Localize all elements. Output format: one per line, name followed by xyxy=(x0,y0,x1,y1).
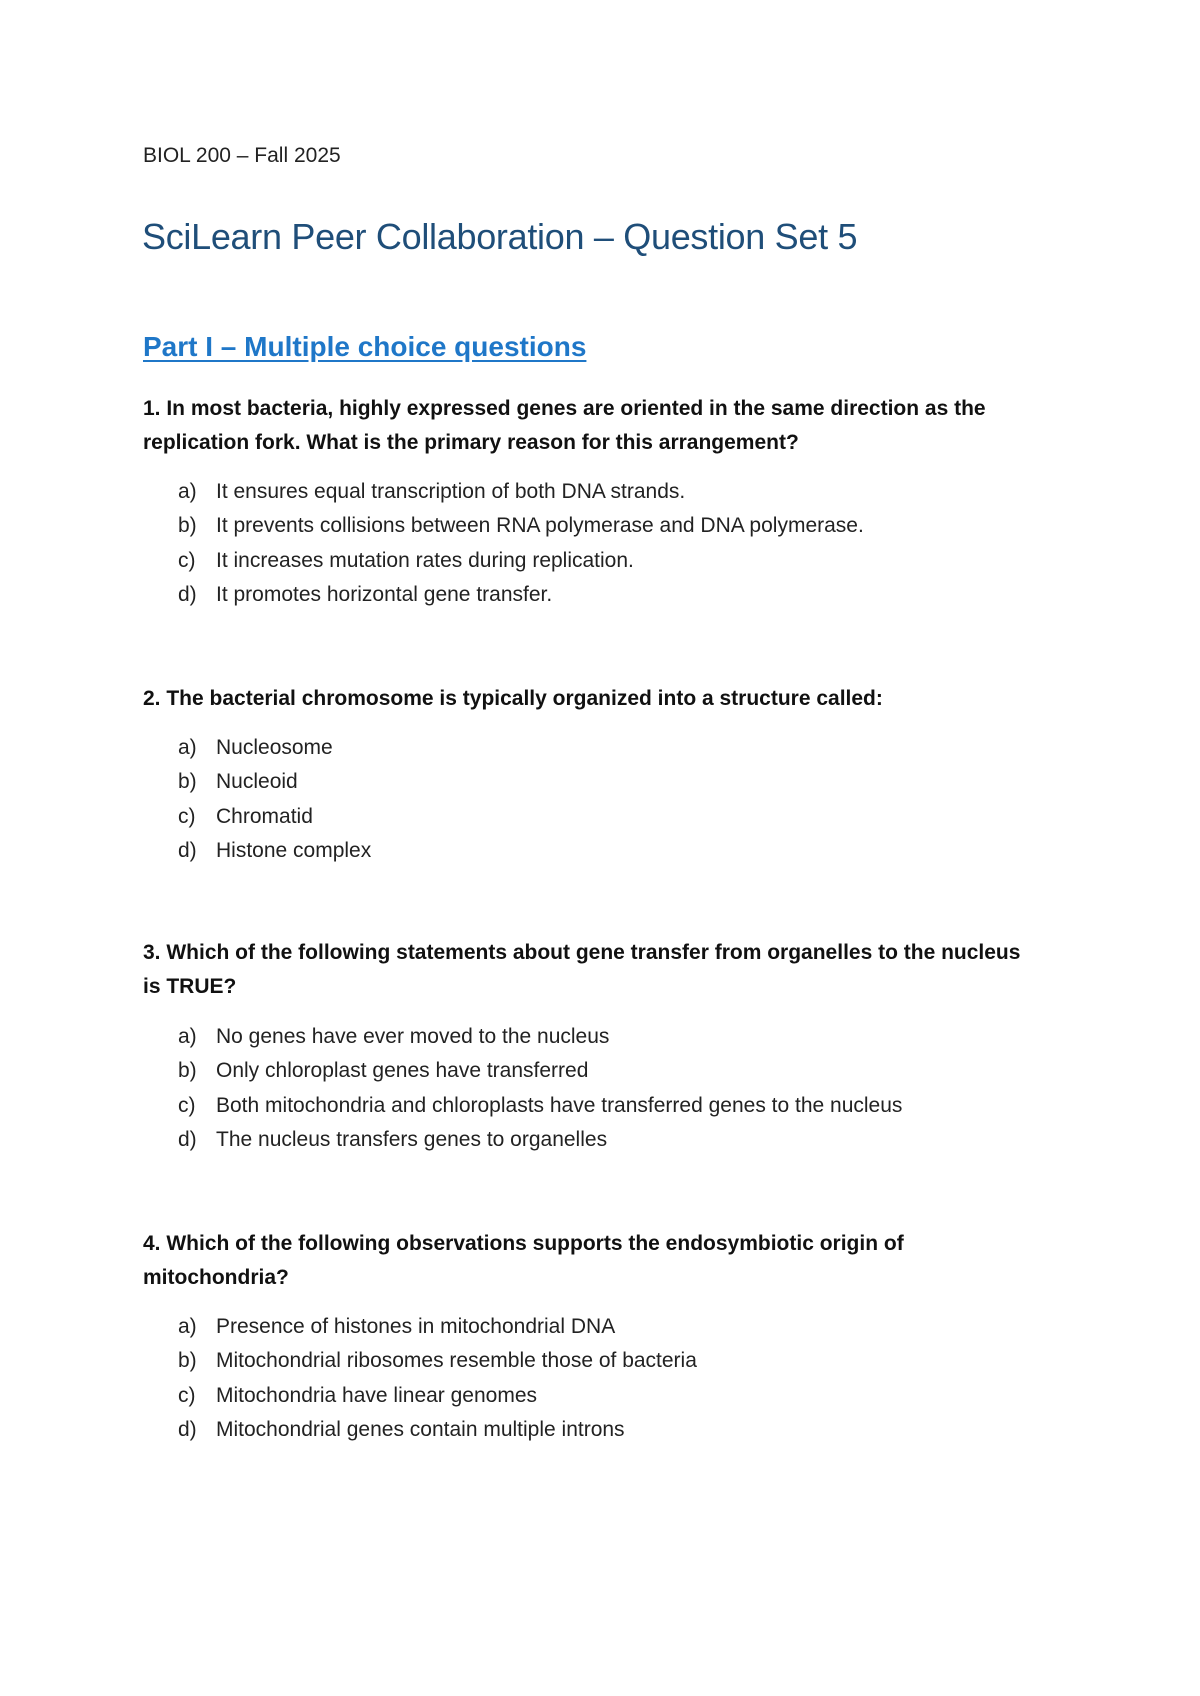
option-letter: d) xyxy=(178,838,197,862)
option-1b xyxy=(178,509,864,543)
option-text: Mitochondrial ribosomes resemble those of bacteria xyxy=(216,1349,697,1373)
option-4b xyxy=(178,1344,697,1378)
option-2c xyxy=(178,800,371,834)
option-letter: a) xyxy=(178,480,197,503)
course-label: BIOL 200 – Fall 2025 xyxy=(143,144,341,167)
option-3b xyxy=(178,1054,902,1088)
option-letter: a) xyxy=(178,1025,197,1048)
option-letter: b) xyxy=(178,770,197,794)
option-letter: d) xyxy=(178,1127,197,1151)
option-text: No genes have ever moved to the nucleus xyxy=(216,1025,610,1048)
option-letter: c) xyxy=(178,804,196,828)
option-text: Chromatid xyxy=(216,804,313,828)
option-text: It ensures equal transcription of both DNA strands. xyxy=(216,480,686,503)
option-text: Nucleoid xyxy=(216,770,298,794)
question-2: 2. The bacterial chromosome is typically organized into a structure called: xyxy=(143,687,883,710)
option-letter: d) xyxy=(178,1417,197,1441)
option-3a xyxy=(178,1020,902,1054)
option-text: The nucleus transfers genes to organelles xyxy=(216,1127,608,1151)
option-letter: b) xyxy=(178,1349,197,1373)
question-4-options xyxy=(178,1310,697,1447)
option-letter: d) xyxy=(178,582,197,606)
option-letter: a) xyxy=(178,736,197,759)
question-4: 4. Which of the following observations supports the endosymbiotic origin of mitochondria? xyxy=(143,1232,904,1289)
option-2a xyxy=(178,731,371,765)
question-3-options xyxy=(178,1020,902,1157)
part-heading: Part I – Multiple choice questions xyxy=(143,331,587,362)
option-text: Both mitochondria and chloroplasts have transferred genes to the nucleus xyxy=(216,1093,903,1117)
option-text: Histone complex xyxy=(216,838,372,862)
option-letter: c) xyxy=(178,1383,196,1407)
option-1c xyxy=(178,544,864,578)
option-2b xyxy=(178,765,371,799)
option-3c xyxy=(178,1089,902,1123)
option-2d xyxy=(178,834,371,868)
option-letter: a) xyxy=(178,1315,197,1338)
option-text: It prevents collisions between RNA polymerase and DNA polymerase. xyxy=(216,514,864,538)
option-text: Mitochondrial genes contain multiple introns xyxy=(216,1417,625,1441)
option-1d xyxy=(178,578,864,612)
option-letter: c) xyxy=(178,548,196,572)
option-4a xyxy=(178,1310,697,1344)
question-1: 1. In most bacteria, highly expressed genes are oriented in the same direction as the replication fork. What is the primary reason for this arrangement? xyxy=(143,397,986,454)
option-text: It increases mutation rates during replication. xyxy=(216,548,634,572)
option-text: It promotes horizontal gene transfer. xyxy=(216,582,553,606)
option-1a xyxy=(178,475,864,509)
option-text: Mitochondria have linear genomes xyxy=(216,1383,538,1407)
option-letter: b) xyxy=(178,514,197,538)
question-3: 3. Which of the following statements about gene transfer from organelles to the nucleus is TRUE? xyxy=(143,941,1021,998)
option-text: Presence of histones in mitochondrial DNA xyxy=(216,1315,616,1338)
option-3d xyxy=(178,1123,902,1157)
option-text: Only chloroplast genes have transferred xyxy=(216,1059,589,1083)
option-4d xyxy=(178,1413,697,1447)
option-letter: b) xyxy=(178,1059,197,1083)
option-letter: c) xyxy=(178,1093,196,1117)
question-2-options xyxy=(178,731,371,868)
option-4c xyxy=(178,1379,697,1413)
option-text: Nucleosome xyxy=(216,736,333,759)
question-1-options xyxy=(178,475,864,612)
page-title: SciLearn Peer Collaboration – Question Set 5 xyxy=(142,216,858,257)
